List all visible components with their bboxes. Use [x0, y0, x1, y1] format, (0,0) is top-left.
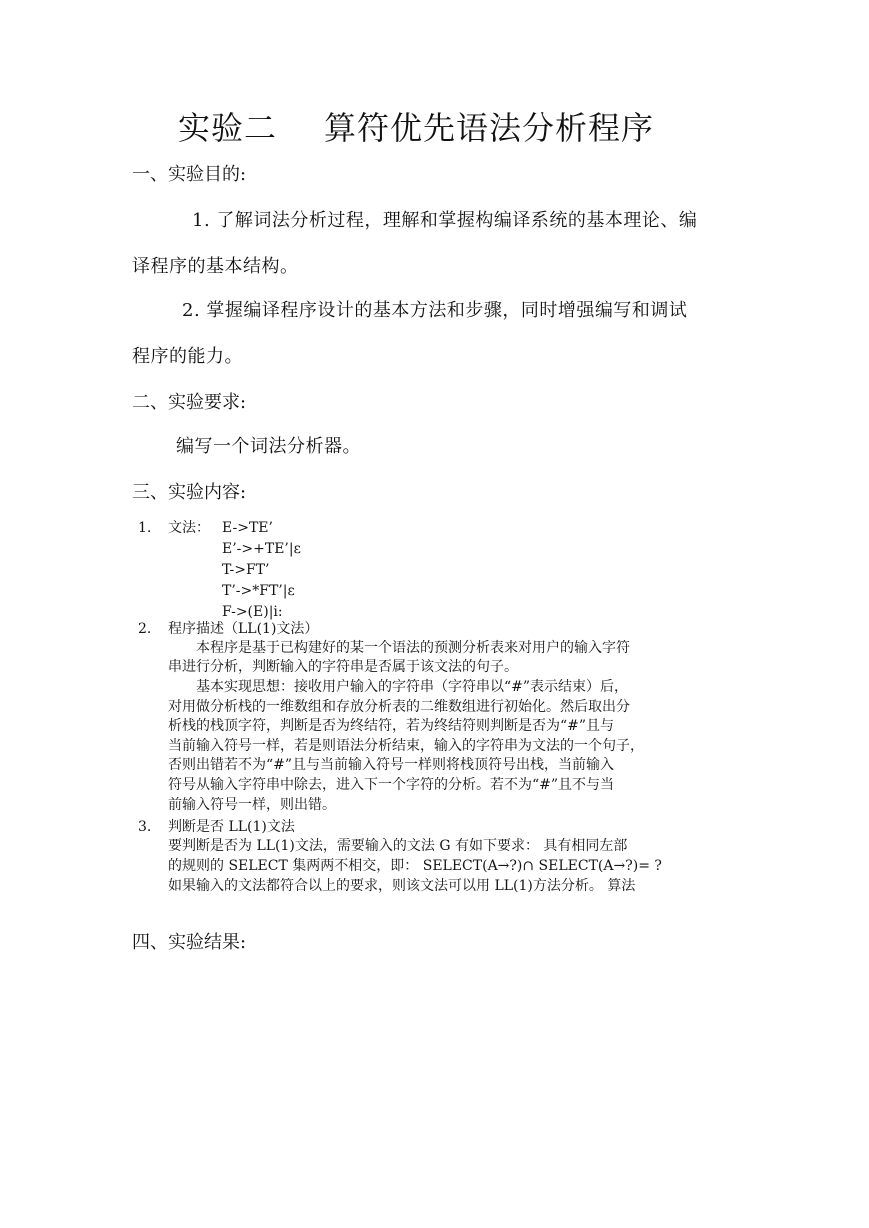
item1-label: 文法：: [168, 520, 210, 536]
item3-number: 3.: [138, 819, 152, 835]
title-part1: 实验二: [178, 109, 278, 147]
item2-line: 否则出错若不为“#”且与当前输入符号一样则将栈顶符号出栈，当前输入: [168, 757, 615, 773]
item2-line: 符号从输入字符串中除去，进入下一个字符的分析。若不为“#”且不与当: [168, 777, 615, 793]
title-part2: 算符优先语法分析程序: [324, 109, 655, 147]
purpose-item1-line1: 1. 了解词法分析过程，理解和掌握构编译系统的基本理论、编: [192, 210, 698, 231]
item2-line: 前输入符号一样，则出错。: [168, 797, 336, 813]
content-heading: 三、实验内容:: [132, 482, 247, 503]
item2-line: 对用做分析栈的一维数组和存放分析表的二维数组进行初始化。然后取出分: [168, 699, 630, 715]
item2-line: 当前输入符号一样，若是则语法分析结束，输入的字符串为文法的一个句子，: [168, 738, 644, 754]
item2-line: 析栈的栈顶字符，判断是否为终结符，若为终结符则判断是否为“#”且与: [168, 718, 615, 734]
item2-title: 程序描述（LL(1)文法）: [168, 621, 319, 637]
purpose-item2-line1: 2. 掌握编译程序设计的基本方法和步骤，同时增强编写和调试: [182, 300, 688, 321]
item2-line: 基本实现思想：接收用户输入的字符串（字符串以“#”表示结束）后，: [196, 679, 629, 695]
item1-number: 1.: [138, 520, 152, 536]
item3-line: 如果输入的文法都符合以上的要求，则该文法可以用 LL(1)方法分析。 算法: [168, 878, 636, 894]
grammar-rule: F->(E)|i:: [222, 604, 283, 620]
item2-number: 2.: [138, 621, 152, 637]
grammar-rule: T’->*FT’|ε: [222, 583, 295, 599]
purpose-item1-line2: 译程序的基本结构。: [132, 256, 299, 277]
result-heading: 四、实验结果:: [132, 932, 247, 953]
requirement-text: 编写一个词法分析器。: [176, 436, 361, 457]
item3-line: 要判断是否为 LL(1)文法，需要输入的文法 G 有如下要求： 具有相同左部: [168, 838, 628, 854]
item3-title: 判断是否 LL(1)文法: [168, 819, 295, 835]
item2-line: 串进行分析，判断输入的字符串是否属于该文法的句子。: [168, 659, 518, 675]
grammar-rule: T->FT’: [222, 562, 270, 578]
item2-line: 本程序是基于已构建好的某一个语法的预测分析表来对用户的输入字符: [196, 640, 630, 656]
grammar-rule: E->TE’: [222, 520, 273, 536]
grammar-rule: E’->+TE’|ε: [222, 541, 301, 557]
purpose-heading: 一、实验目的:: [132, 164, 247, 185]
requirement-heading: 二、实验要求:: [132, 392, 247, 413]
item3-line: 的规则的 SELECT 集两两不相交，即： SELECT(A→?)∩ SELECT(A→?)= ?: [168, 858, 662, 874]
purpose-item2-line2: 程序的能力。: [132, 346, 243, 367]
